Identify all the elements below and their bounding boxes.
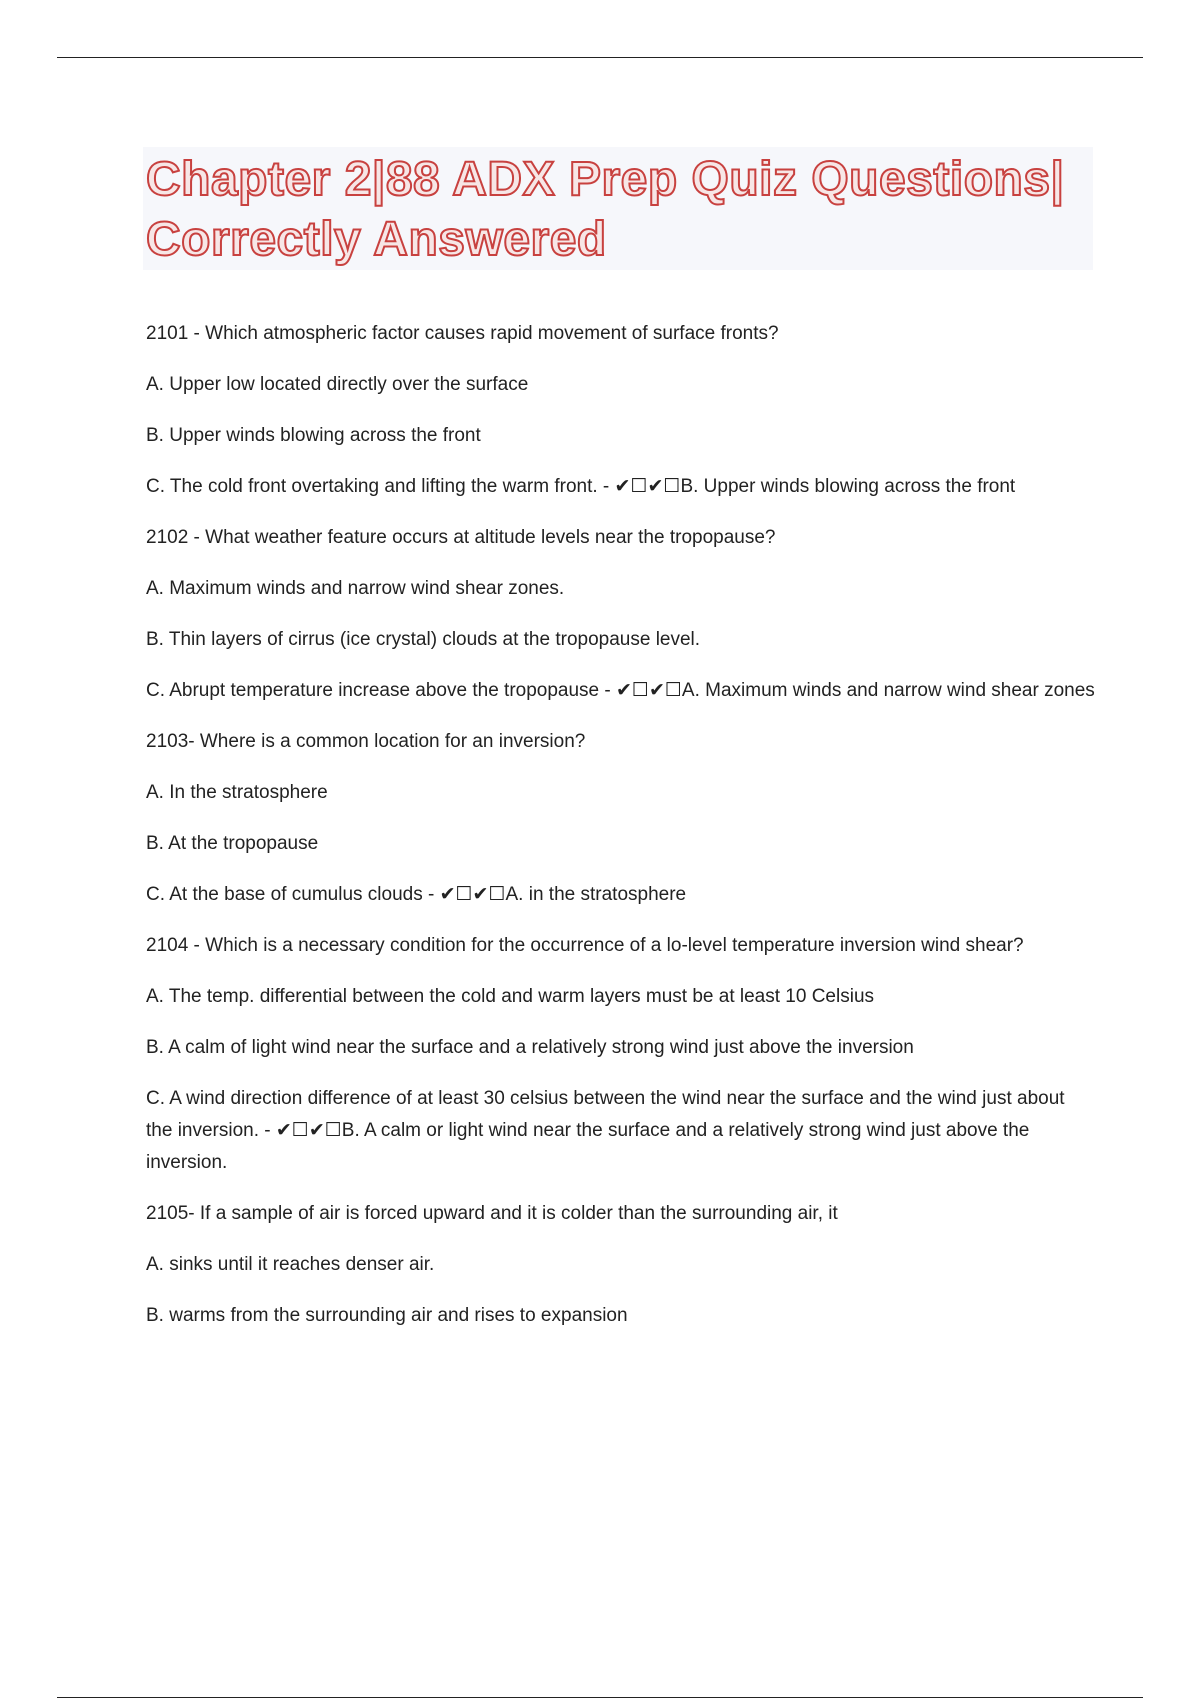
option-2101-b: B. Upper winds blowing across the front [146, 425, 481, 446]
option-2104-b: B. A calm of light wind near the surface and a relatively strong wind just above the inversion [146, 1037, 914, 1058]
document-title: Chapter 2|88 ADX Prep Quiz Questions| Correctly Answered [146, 153, 1065, 266]
quiz-content [146, 318, 1096, 1351]
option-2102-a: A. Maximum winds and narrow wind shear zones. [146, 578, 565, 599]
question-2102: 2102 - What weather feature occurs at altitude levels near the tropopause? [146, 527, 776, 548]
question-2101: 2101 - Which atmospheric factor causes rapid movement of surface fronts? [146, 323, 779, 344]
question-2104: 2104 - Which is a necessary condition for the occurrence of a lo-level temperature inversion wind shear? [146, 935, 1024, 956]
option-2105-a: A. sinks until it reaches denser air. [146, 1254, 435, 1275]
option-2103-a: A. In the stratosphere [146, 782, 328, 803]
question-2103: 2103- Where is a common location for an inversion? [146, 731, 586, 752]
option-2102-c-answer: C. Abrupt temperature increase above the tropopause - ✔☐✔☐A. Maximum winds and narrow wind shear zones [146, 680, 1095, 701]
question-2105: 2105- If a sample of air is forced upward and it is colder than the surrounding air, it [146, 1203, 838, 1224]
option-2102-b: B. Thin layers of cirrus (ice crystal) clouds at the tropopause level. [146, 629, 701, 650]
option-2104-c-answer: C. A wind direction difference of at least 30 celsius between the wind near the surface and the wind just about the inversion. - ✔☐✔☐B. A calm or light wind near the surface and a relatively strong wind just above the inversion. [146, 1088, 1065, 1173]
option-2101-c-answer: C. The cold front overtaking and lifting the warm front. - ✔☐✔☐B. Upper winds blowing across the front [146, 476, 1016, 497]
header-rule [57, 57, 1143, 58]
footer-rule [57, 1697, 1143, 1698]
option-2105-b: B. warms from the surrounding air and rises to expansion [146, 1305, 628, 1326]
option-2101-a: A. Upper low located directly over the surface [146, 374, 529, 395]
option-2103-c-answer: C. At the base of cumulus clouds - ✔☐✔☐A. in the stratosphere [146, 884, 687, 905]
option-2104-a: A. The temp. differential between the cold and warm layers must be at least 10 Celsius [146, 986, 875, 1007]
option-2103-b: B. At the tropopause [146, 833, 319, 854]
